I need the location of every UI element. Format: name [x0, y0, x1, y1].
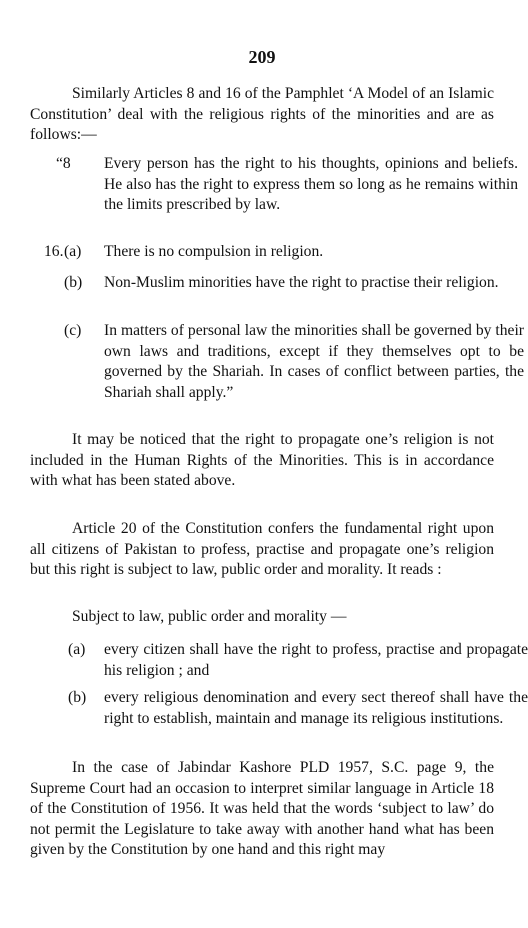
- article-20-b-text: every religious denomination and every sect thereof shall have the right to establish, maintain and manage its religious institutions.: [104, 689, 528, 727]
- article-16-a-label: (a): [64, 243, 82, 260]
- document-page: [30, 0, 528, 928]
- article-16-c-label: (c): [64, 322, 82, 339]
- article-16-a-text: There is no compulsion in religion.: [104, 243, 324, 260]
- page-number: 209: [248, 47, 276, 67]
- article-16-b-label: (b): [64, 274, 83, 291]
- article-20-paragraph: Article 20 of the Constitution confers the fundamental right upon all citizens of Pakistan to profess, practise and propagate one’s religion but this right is subject to law, public order and morality. It reads :: [30, 520, 494, 578]
- notice-paragraph: It may be noticed that the right to propagate one’s religion is not included in the Human Rights of the Minorities. This is in accordance with what has been stated above.: [30, 431, 494, 489]
- article-8-text: Every person has the right to his thoughts, opinions and beliefs. He also has the right to express them so long as he remains within the limits prescribed by law.: [104, 155, 518, 213]
- case-paragraph: In the case of Jabindar Kashore PLD 1957, S.C. page 9, the Supreme Court had an occasion to interpret similar language in Article 18 of the Constitution of 1956. It was held that the words ‘subject to law’ do not permit the Legislature to take away with another hand what has been given by the Constitution by one hand and this right may: [30, 759, 494, 858]
- article-8-label: “8: [56, 155, 71, 172]
- intro-paragraph: Similarly Articles 8 and 16 of the Pamphlet ‘A Model of an Islamic Constitution’ deal with the religious rights of the minorities and are as follows:—: [30, 85, 494, 143]
- article-20-b-label: (b): [68, 689, 87, 706]
- subject-line: Subject to law, public order and morality —: [72, 608, 347, 625]
- article-20-a-text: every citizen shall have the right to profess, practise and propagate his religion ; and: [104, 641, 528, 679]
- article-16-b-text: Non-Muslim minorities have the right to practise their religion.: [104, 274, 499, 291]
- article-16-c-text: In matters of personal law the minorities shall be governed by their own laws and traditions, except if they themselves opt to be governed by the Shariah. In cases of conflict between parties, the Shariah shall apply.”: [104, 322, 524, 401]
- article-16-number: 16.: [44, 243, 64, 260]
- article-20-a-label: (a): [68, 641, 86, 658]
